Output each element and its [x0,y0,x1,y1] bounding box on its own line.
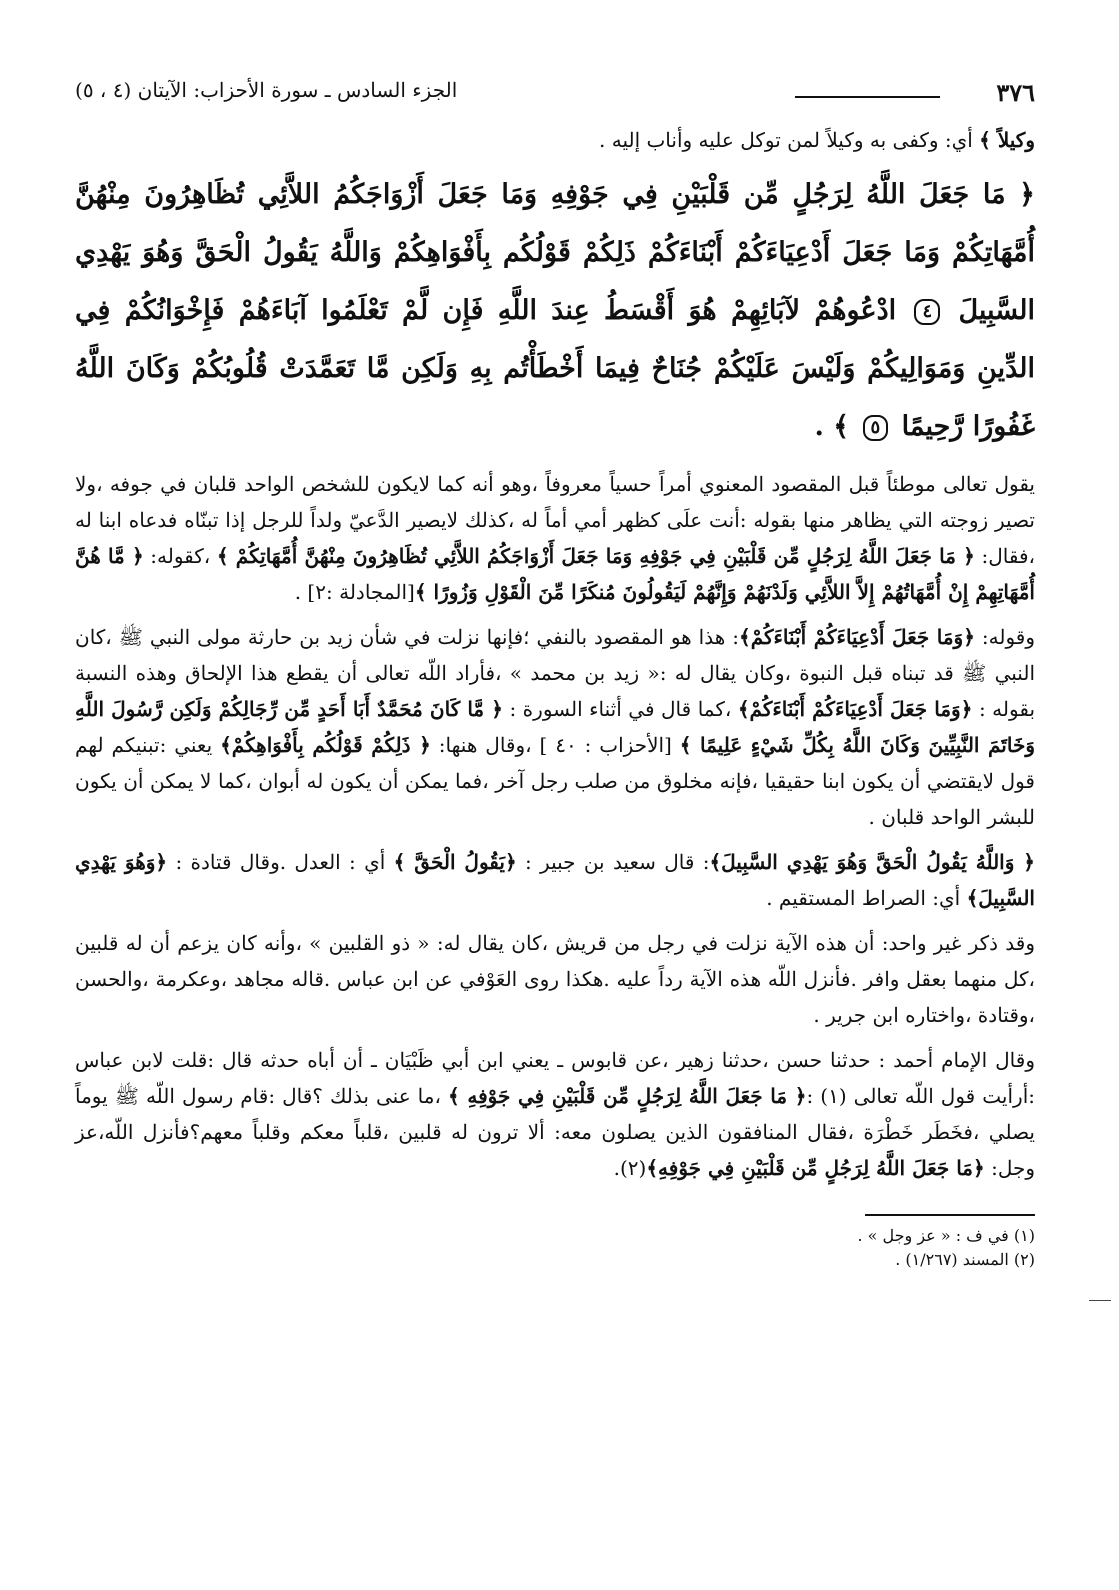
paragraph-text: وقال الإمام أحمد : حدثنا حسن ،حدثنا زهير ،عن قابوس ـ يعني ابن أبي ظَبْيَان ـ أن أباه حدثه قال :قلت لابن عباس :أرأيت قول اللّه تعالى [75,1048,1035,1108]
paragraph-text: : هذا هو المقصود بالنفي ؛فإنها نزلت في شأن زيد بن حارثة مولى النبي ﷺ ،كان النبي ﷺ قد تبناه قبل النبوة ،وكان يقال له :« زيد بن محمد » ،فأراد اللّه تعالى أن يقطع هذا الإلحاق وهذه النسبة بقوله : [75,625,1036,721]
paragraph-text: ،كقوله: [143,544,217,568]
quran-quote: ﴿ وَاللَّهُ يَقُولُ الْحَقَّ وَهُوَ يَهْدِي السَّبِيلَ﴾ [709,850,1036,874]
footnote-2: (٢) المسند (١/٢٦٧) . [895,1250,1035,1269]
footnote-divider [865,1214,1035,1216]
intro-line [75,120,1035,160]
book-page [75,70,1035,1272]
paragraph-text: : [806,1084,821,1108]
paragraph-text: يعني :تبنيكم لهم قول لايقتضي أن يكون ابنا حقيقيا ،فإنه مخلوق من صلب رجل آخر ،فما يمكن أن يكون له أبوان ،كما لا يمكن أن يكون للبشر الواحد قلبان . [75,733,1035,829]
quran-quote: ﴿ مَا جَعَلَ اللَّهُ لِرَجُلٍ مِّن قَلْبَيْنِ فِي جَوْفِهِ ﴾ [448,1084,807,1108]
running-title: الجزء السادس ـ سورة الأحزاب: الآيتان (٤ ، ٥) [75,78,458,102]
paragraph-1 [75,466,1035,610]
verse-number-5: ٥ [863,415,889,441]
paragraph-text: يقول تعالى موطئاً قبل المقصود المعنوي أمراً حسياً معروفاً ،وهو أنه كما لايكون للشخص الواحد قلبان في جوفه ،ولا تصير زوجته التي يظاهر منها بقوله :أنت علَى كظهر أمي أماً له ،كذلك لايصير الدَّعيّ ولداً للرجل إذا تبنّاه فدعاه ابنا له ،فقال: [75,472,1036,568]
footnote-1: (١) في ف : « عز وجل » . [857,1226,1035,1245]
quran-quote: ﴿ مَّا هُنَّ أُمَّهَاتِهِمْ إِنْ أُمَّهَاتُهُمْ إِلاَّ اللاَّئِي وَلَدْنَهُمْ وَإِنَّهُمْ لَيَقُولُونَ مُنكَرًا مِّنَ الْقَوْلِ وَزُورًا ﴾ [75,544,1035,604]
paragraph-3 [75,844,1035,916]
paragraph-2 [75,619,1035,835]
intro-quote: وكيلاً ﴾ [979,128,1035,152]
paragraph-text: : قال سعيد بن جبير : [516,850,710,874]
page-header [75,70,1035,116]
paragraph-text: أي : العدل .وقال قتادة : [167,850,394,874]
quran-quote: ﴿وَهُوَ يَهْدِي السَّبِيلَ﴾ [75,850,1035,910]
quran-quote: ﴿ مَا جَعَلَ اللَّهُ لِرَجُلٍ مِّن قَلْبَيْنِ فِي جَوْفِهِ وَمَا جَعَلَ أَزْوَاجَكُمُ اللاَّئِي تُظَاهِرُونَ مِنْهُنَّ أُمَّهَاتِكُمْ ﴾ [216,544,975,568]
paragraph-text: ،ما عنى بذلك ؟قال :قام رسول اللّه ﷺ يوماً يصلي ،فخَطَر خَطْرَة ،فقال المنافقون الذين يصلون معه: ألا ترون له قلبين ،قلباً معكم وقلباً معهم؟فأنزل اللّه،عز وجل: [75,1084,1035,1180]
header-divider [795,96,940,98]
paragraph-text: وقد ذكر غير واحد: أن هذه الآية نزلت في رجل من قريش ،كان يقال له: « ذو القلبين » ،وأنه كان يزعم أن له قلبين ،كل منهما بعقل وافر .فأنزل اللّه هذه الآية رداً عليه .هكذا روى العَوْفي عن ابن عباس .قاله مجاهد ،وعكرمة ،والحسن ،وقتادة ،واختاره ابن جرير . [75,931,1035,1027]
paragraph-text: [الأحزاب : ٤٠ ] ،وقال هنها: [430,733,680,757]
paragraph-4 [75,925,1035,1033]
intro-text: أي: وكفى به وكيلاً لمن توكل عليه وأناب إليه . [599,128,980,152]
quran-quote: ﴿مَا جَعَلَ اللَّهُ لِرَجُلٍ مِّن قَلْبَيْنِ فِي جَوْفِهِ﴾ [646,1156,985,1180]
quran-quote: ﴿ ذَلِكُمْ قَوْلُكُم بِأَفْوَاهِكُمْ﴾ [220,733,431,757]
verse-part-2: ادْعُوهُمْ لآبَائِهِمْ هُوَ أَقْسَطُ عِندَ اللَّهِ فَإِن لَّمْ تَعْلَمُوا آبَاءَهُمْ فَإِخْوَانُكُمْ فِي الدِّينِ وَمَوَالِيكُمْ وَلَيْسَ عَلَيْكُمْ جُنَاحٌ فِيمَا أَخْطَأْتُم بِهِ وَلَكِن مَّا تَعَمَّدَتْ قُلُوبُكُمْ وَكَانَ اللَّهُ غَفُورًا رَّحِيمًا [75,295,1035,442]
paragraph-text: أي: الصراط المستقيم . [766,886,967,910]
paragraph-5 [75,1042,1035,1186]
footnote-ref-1[interactable]: (١) [820,1084,847,1108]
quran-quote: ﴿وَمَا جَعَلَ أَدْعِيَاءَكُمْ أَبْنَاءَكُمْ﴾ [738,625,975,649]
paragraph-text: . [613,1156,620,1180]
page-number: ٣٧٦ [996,78,1035,107]
verse-end: ﴾ . [814,411,850,442]
quran-quote: ﴿يَقُولُ الْحَقَّ ﴾ [393,850,517,874]
scan-margin-mark [1089,1300,1111,1301]
verse-part-1: ﴿ مَا جَعَلَ اللَّهُ لِرَجُلٍ مِّن قَلْبَيْنِ فِي جَوْفِهِ وَمَا جَعَلَ أَزْوَاجَكُمُ اللاَّئِي تُظَاهِرُونَ مِنْهُنَّ أُمَّهَاتِكُمْ وَمَا جَعَلَ أَدْعِيَاءَكُمْ أَبْنَاءَكُمْ ذَلِكُمْ قَوْلُكُم بِأَفْوَاهِكُمْ وَاللَّهُ يَقُولُ الْحَقَّ وَهُوَ يَهْدِي السَّبِيلَ [75,179,1036,326]
footnotes [75,1224,1035,1272]
quran-quote: ﴿ مَّا كَانَ مُحَمَّدٌ أَبَا أَحَدٍ مِّن رِّجَالِكُمْ وَلَكِن رَّسُولَ اللَّهِ وَخَاتَمَ النَّبِيِّينَ وَكَانَ اللَّهُ بِكُلِّ شَيْءٍ عَلِيمًا ﴾ [75,697,1035,757]
footnote-ref-2[interactable]: (٢) [619,1156,647,1180]
verse-block [75,166,1035,456]
verse-number-4: ٤ [914,299,940,325]
paragraph-text: [المجادلة :٢] . [294,580,415,604]
quran-quote: ﴿وَمَا جَعَلَ أَدْعِيَاءَكُمْ أَبْنَاءَكُمْ﴾ [737,697,973,721]
paragraph-text: ،كما قال في أثناء السورة : [502,697,738,721]
paragraph-text: وقوله: [974,625,1036,649]
